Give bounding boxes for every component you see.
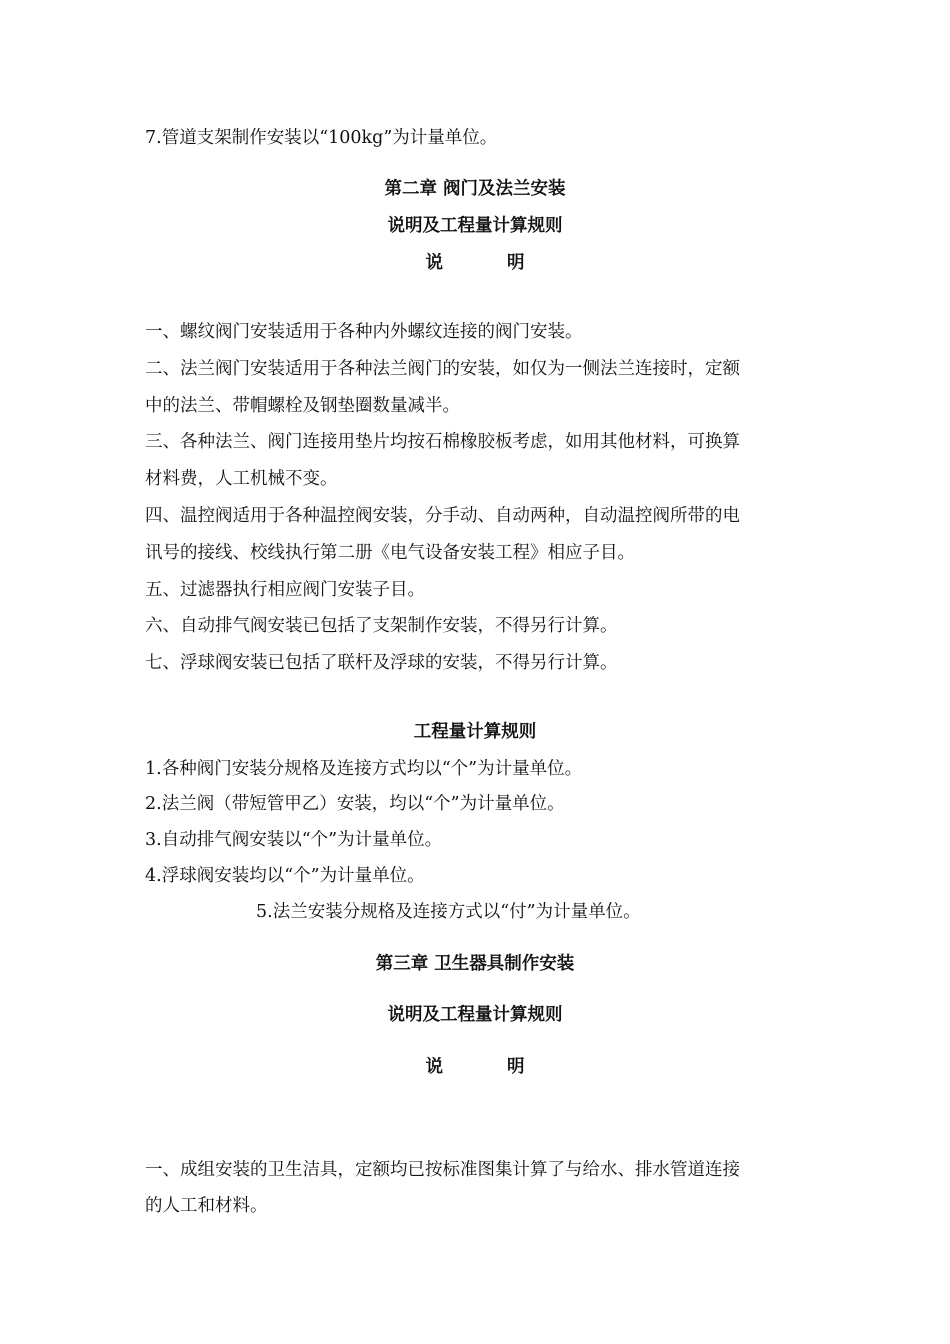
rule-2: 2.法兰阀（带短管甲乙）安装，均以“个”为计量单位。 — [145, 794, 565, 814]
rule-3: 3.自动排气阀安装以“个”为计量单位。 — [145, 830, 443, 850]
rule-5: 5.法兰安装分规格及连接方式以“付”为计量单位。 — [256, 902, 641, 922]
rules-heading: 工程量计算规则 — [413, 722, 537, 742]
ch2-note-6: 六、自动排气阀安装已包括了支架制作安装，不得另行计算。 — [145, 616, 618, 636]
notes-heading-char-2: 明 — [507, 253, 525, 273]
rule-1: 1.各种阀门安装分规格及连接方式均以“个”为计量单位。 — [145, 759, 583, 779]
ch2-note-2: 二、法兰阀门安装适用于各种法兰阀门的安装，如仅为一侧法兰连接时，定额 — [145, 359, 740, 379]
chapter3-title: 第三章 卫生器具制作安装 — [375, 954, 575, 974]
rule-4: 4.浮球阀安装均以“个”为计量单位。 — [145, 866, 425, 886]
ch3-note-1-cont: 的人工和材料。 — [145, 1196, 268, 1216]
notes-heading-char-2: 明 — [507, 1057, 525, 1077]
ch2-note-1: 一、螺纹阀门安装适用于各种内外螺纹连接的阀门安装。 — [145, 322, 583, 342]
ch2-note-7: 七、浮球阀安装已包括了联杆及浮球的安装，不得另行计算。 — [145, 653, 618, 673]
ch2-note-3: 三、各种法兰、阀门连接用垫片均按石棉橡胶板考虑，如用其他材料，可换算 — [145, 432, 740, 452]
ch2-note-4-cont: 讯号的接线、校线执行第二册《电气设备安装工程》相应子目。 — [145, 543, 635, 563]
notes-heading-char-1: 说 — [425, 253, 443, 273]
ch2-note-2-cont: 中的法兰、带帽螺栓及钢垫圈数量减半。 — [145, 396, 460, 416]
prev-item: 7.管道支架制作安装以“100kg”为计量单位。 — [145, 128, 498, 148]
ch3-note-1: 一、成组安装的卫生洁具，定额均已按标准图集计算了与给水、排水管道连接 — [145, 1160, 740, 1180]
ch2-note-4: 四、温控阀适用于各种温控阀安装，分手动、自动两种，自动温控阀所带的电 — [145, 506, 740, 526]
notes-heading-char-1: 说 — [425, 1057, 443, 1077]
ch2-note-3-cont: 材料费，人工机械不变。 — [145, 469, 338, 489]
chapter3-notes-heading — [0, 1055, 950, 1079]
ch2-note-5: 五、过滤器执行相应阀门安装子目。 — [145, 580, 425, 600]
chapter3-subtitle: 说明及工程量计算规则 — [387, 1005, 563, 1025]
chapter2-subtitle: 说明及工程量计算规则 — [387, 216, 563, 236]
chapter2-notes-heading — [0, 251, 950, 275]
chapter2-title: 第二章 阀门及法兰安装 — [384, 179, 566, 199]
